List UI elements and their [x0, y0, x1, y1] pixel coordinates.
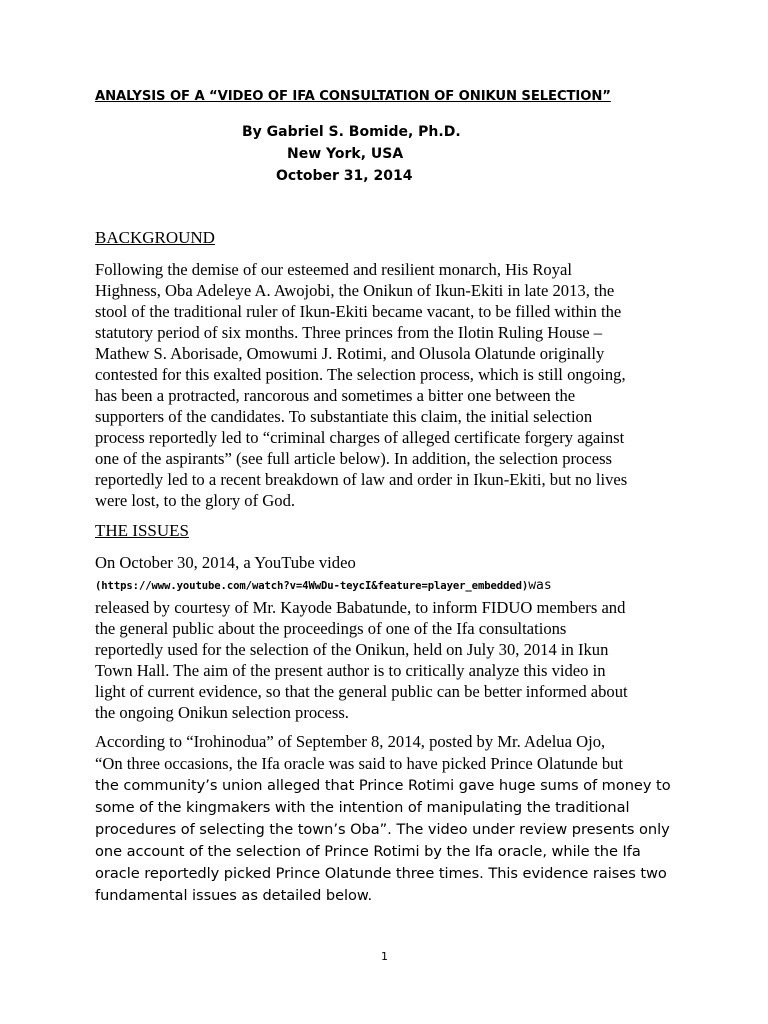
issues-paragraph: [95, 552, 685, 723]
paragraph-line: “On three occasions, the Ifa oracle was said to have picked Prince Olatunde but: [95, 754, 624, 773]
paragraph-line: Town Hall. The aim of the present author is to critically analyze this video in: [95, 661, 606, 680]
paragraph-line: contested for this exalted position. The selection process, which is still ongoing,: [95, 365, 626, 384]
paragraph-line: Mathew S. Aborisade, Omowumi J. Rotimi, and Olusola Olatunde originally: [95, 344, 605, 363]
paragraph-line: supporters of the candidates. To substantiate this claim, the initial selection: [95, 407, 593, 426]
document-title: ANALYSIS OF A “VIDEO OF IFA CONSULTATION OF ONIKUN SELECTION”: [95, 89, 611, 104]
background-paragraph: [95, 259, 685, 511]
byline-author: By Gabriel S. Bomide, Ph.D.: [242, 124, 461, 140]
irohinodua-paragraph: [95, 731, 685, 907]
paragraph-line: one account of the selection of Prince Rotimi by the Ifa oracle, while the Ifa: [95, 843, 641, 860]
byline-date: October 31, 2014: [276, 168, 413, 184]
paragraph-line: On October 30, 2014, a YouTube video: [95, 553, 356, 572]
paragraph-line: oracle reportedly picked Prince Olatunde three times. This evidence raises two: [95, 865, 667, 882]
paragraph-line: released by courtesy of Mr. Kayode Babatunde, to inform FIDUO members and: [95, 598, 626, 617]
paragraph-line: the community’s union alleged that Prince Rotimi gave huge sums of money to: [95, 777, 671, 794]
paragraph-line: reportedly used for the selection of the Onikun, held on July 30, 2014 in Ikun: [95, 640, 609, 659]
paragraph-line: has been a protracted, rancorous and sometimes a bitter one between the: [95, 386, 576, 405]
background-heading: BACKGROUND: [95, 228, 215, 247]
paragraph-line: the general public about the proceedings of one of the Ifa consultations: [95, 619, 567, 638]
issues-heading: THE ISSUES: [95, 521, 189, 540]
paragraph-line: fundamental issues as detailed below.: [95, 887, 373, 904]
paragraph-line: stool of the traditional ruler of Ikun-Ekiti became vacant, to be filled within the: [95, 302, 622, 321]
youtube-link[interactable]: (https://www.youtube.com/watch?v=4WwDu-teycI&feature=player_embedded): [95, 580, 529, 592]
url-tail: was: [528, 578, 552, 593]
url-line: [95, 573, 685, 597]
paragraph-line: process reportedly led to “criminal charges of alleged certificate forgery against: [95, 428, 625, 447]
byline-location: New York, USA: [287, 146, 404, 162]
page-number: 1: [381, 950, 388, 963]
paragraph-line: Following the demise of our esteemed and resilient monarch, His Royal: [95, 260, 572, 279]
paragraph-line: According to “Irohinodua” of September 8, 2014, posted by Mr. Adelua Ojo,: [95, 732, 606, 751]
paragraph-line: were lost, to the glory of God.: [95, 491, 296, 510]
paragraph-line: statutory period of six months. Three princes from the Ilotin Ruling House –: [95, 323, 603, 342]
paragraph-line: procedures of selecting the town’s Oba”. The video under review presents only: [95, 821, 670, 838]
paragraph-line: the ongoing Onikun selection process.: [95, 703, 349, 722]
paragraph-line: one of the aspirants” (see full article below). In addition, the selection process: [95, 449, 612, 468]
paragraph-line: reportedly led to a recent breakdown of law and order in Ikun-Ekiti, but no lives: [95, 470, 628, 489]
paragraph-line: Highness, Oba Adeleye A. Awojobi, the Onikun of Ikun-Ekiti in late 2013, the: [95, 281, 615, 300]
paragraph-line: light of current evidence, so that the general public can be better informed about: [95, 682, 628, 701]
paragraph-line: some of the kingmakers with the intention of manipulating the traditional: [95, 799, 630, 816]
